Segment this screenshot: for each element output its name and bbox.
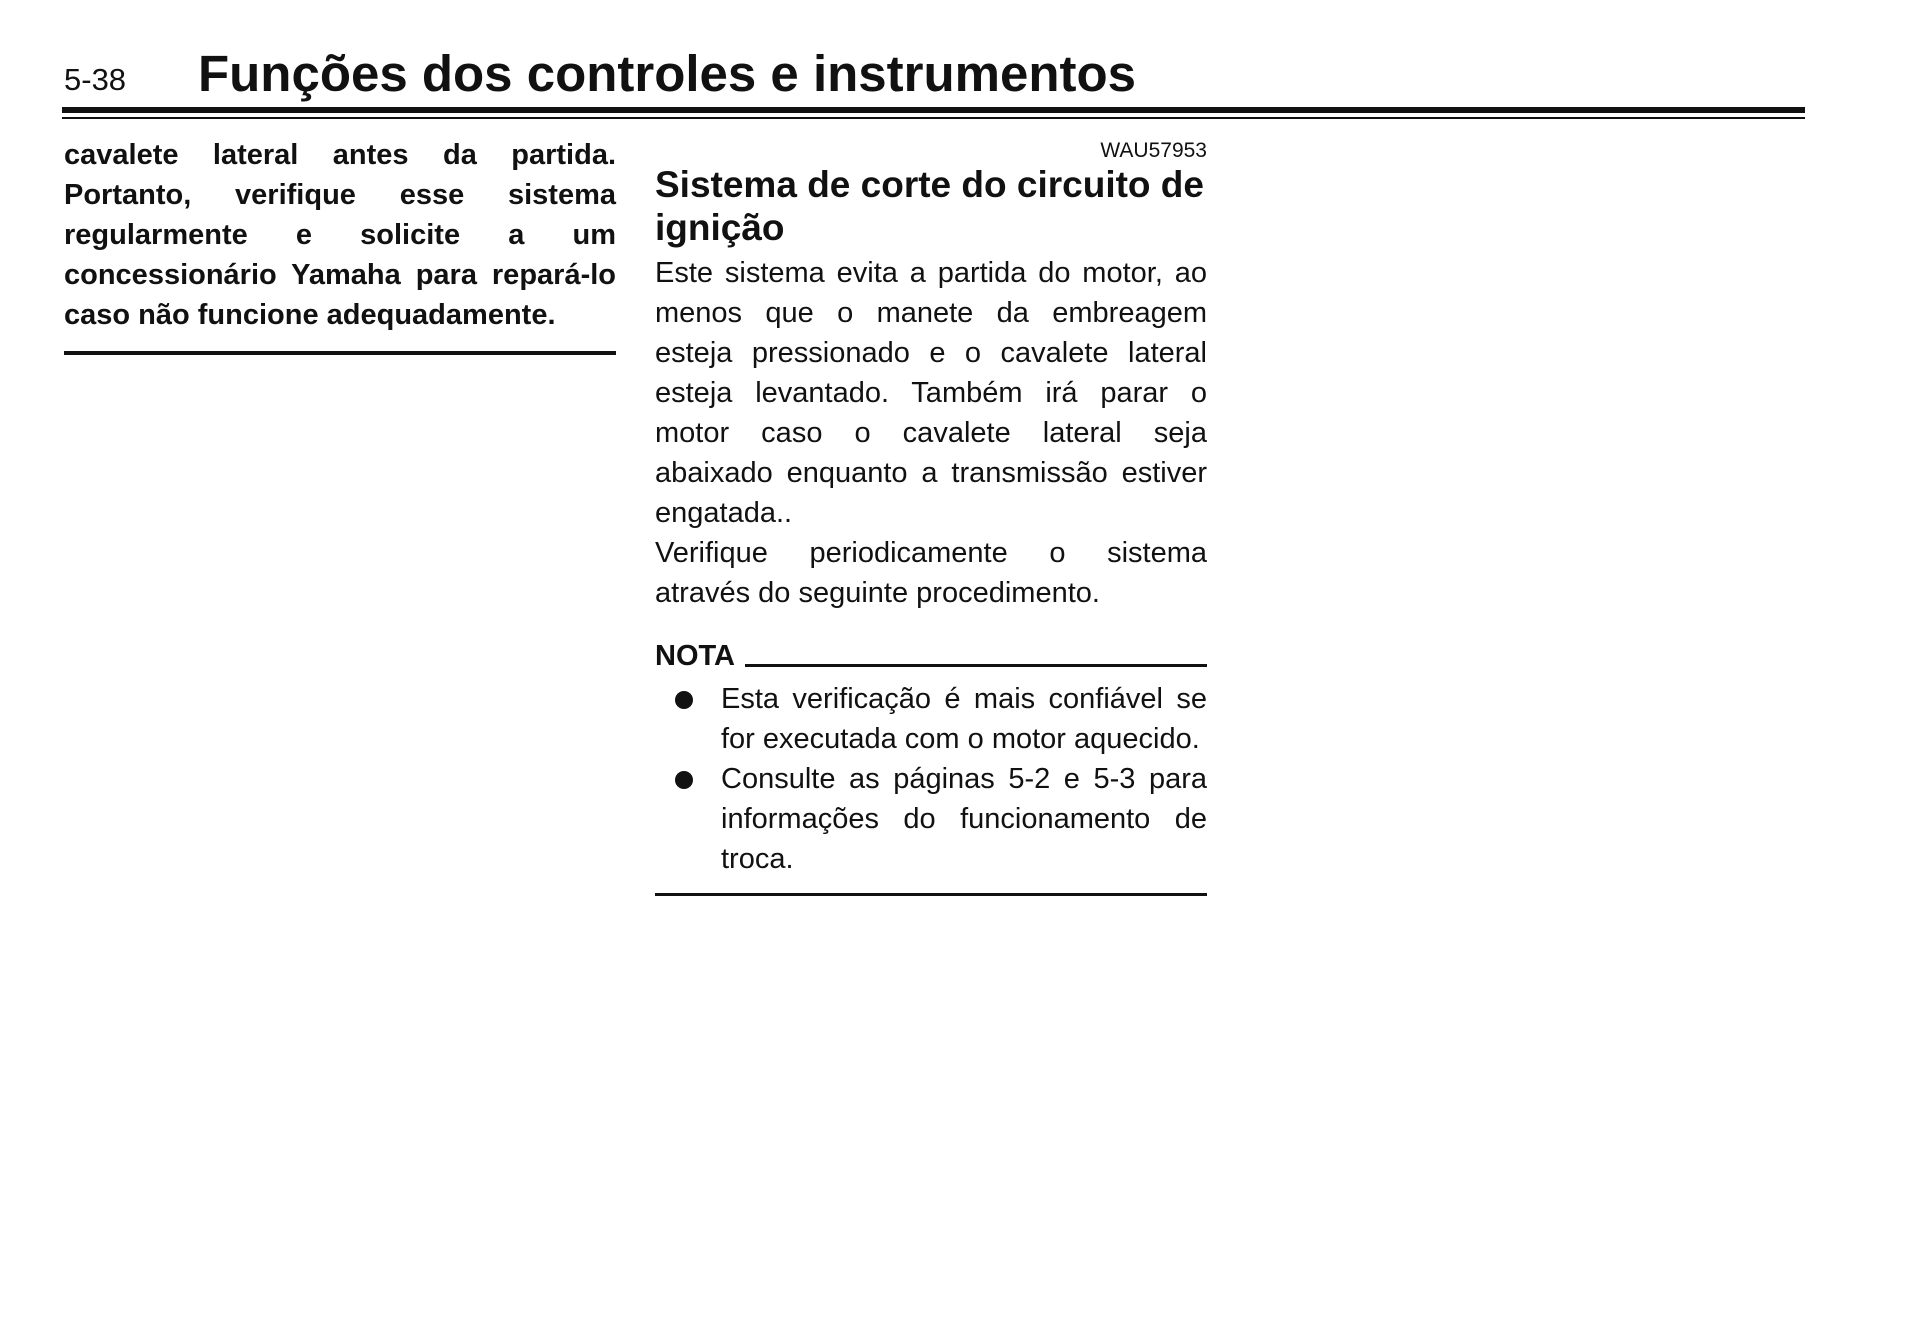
note-label: NOTA [655,640,736,672]
header-rule-thick [62,107,1805,113]
page-number: 5-38 [64,62,127,97]
note-item-text: Esta verificação é mais confiável se for executada com o motor aquecido. [721,683,1207,755]
bullet-icon [675,691,693,709]
warning-end-rule [64,351,616,355]
section-heading: Sistema de corte do circuito de ignição [655,164,1204,248]
bullet-icon [675,771,693,789]
note-rule [745,664,1207,667]
note-item-text: Consulte as páginas 5-2 e 5-3 para informações do funcionamento de troca. [721,763,1207,875]
note-end-rule [655,893,1207,896]
body-paragraph: Verifique periodicamente o sistema através do seguinte procedimento. [655,537,1207,609]
note-header [655,637,1207,673]
page-title: Funções dos controles e instrumentos [198,45,1136,102]
header-rule-thin [62,117,1805,119]
note-list [655,679,1207,879]
section-code: WAU57953 [1100,139,1207,162]
left-column [64,135,616,355]
note-item [655,759,1207,879]
warning-text: cavalete lateral antes da partida. Portanto, verifique esse sistema regularmente e solicite a um concessionário Yamaha para repará-lo caso não funcione adequadamente. [64,139,616,331]
right-column [655,139,1207,896]
body-paragraph: Este sistema evita a partida do motor, ao menos que o manete da embreagem esteja pressionado e o cavalete lateral esteja levantado. Também irá parar o motor caso o cavalete lateral seja abaixado enquanto a transmissão estiver engatada.. [655,257,1207,529]
note-item [655,679,1207,759]
